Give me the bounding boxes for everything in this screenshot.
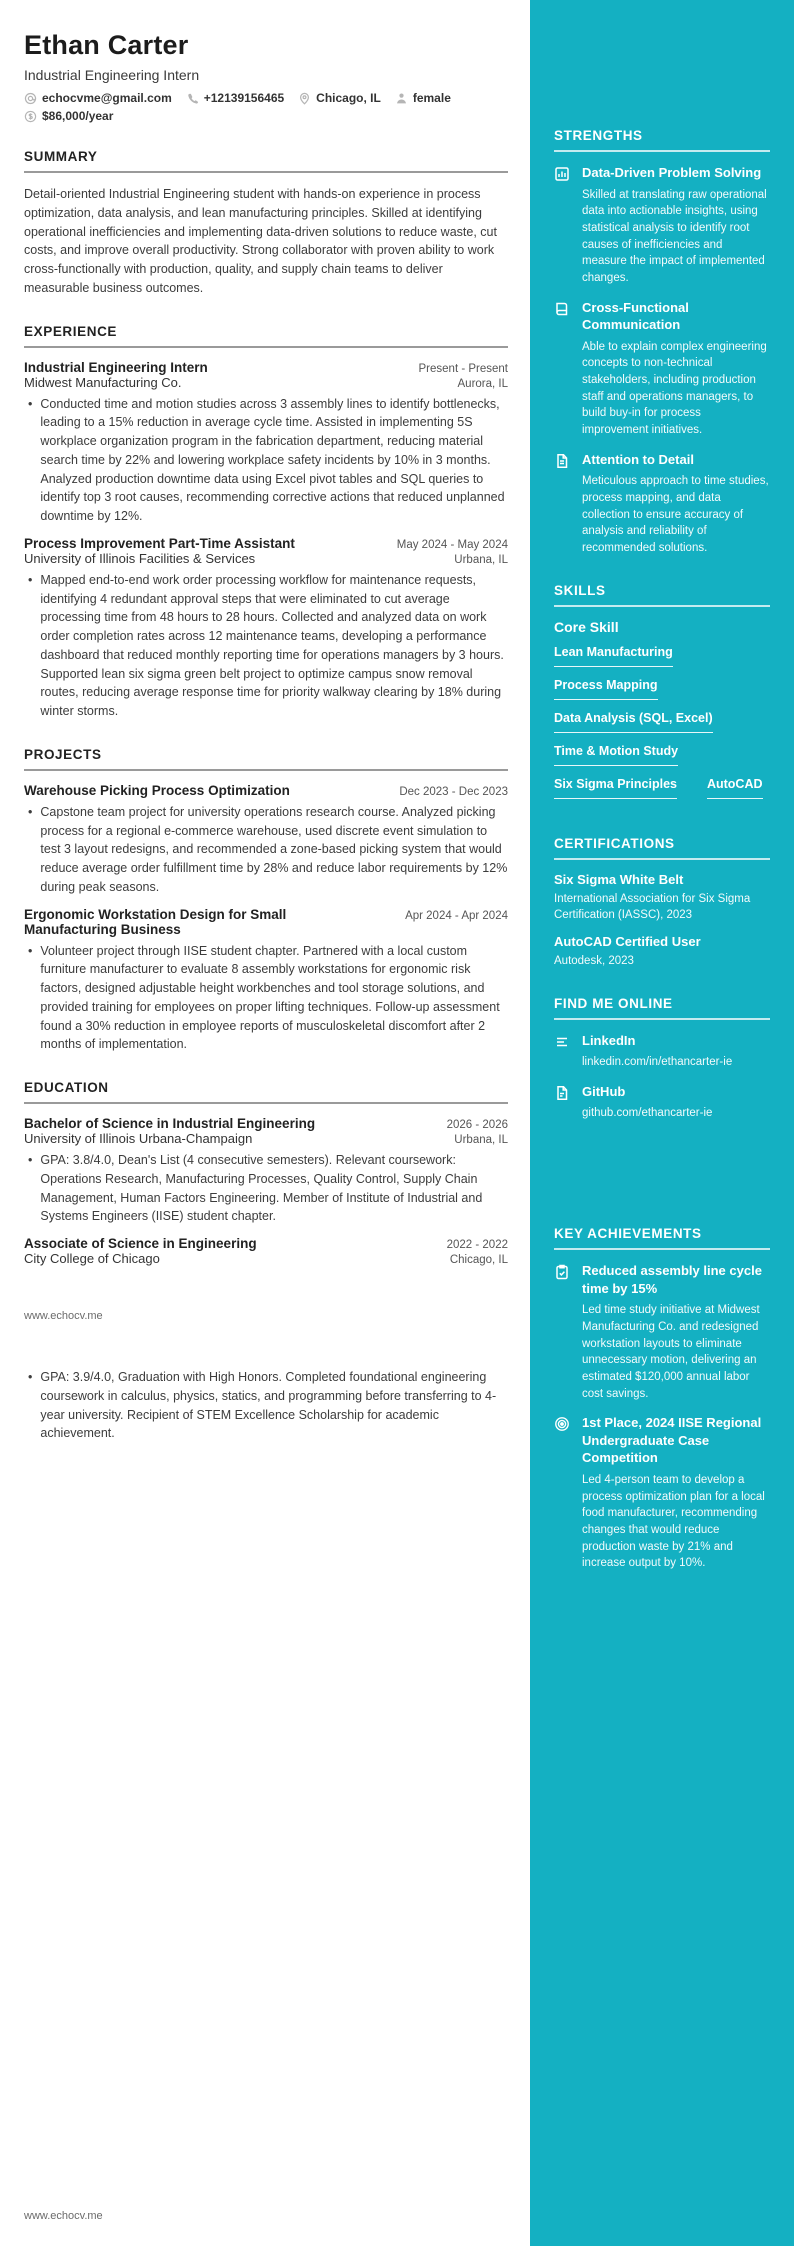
strength-name: Data-Driven Problem Solving <box>582 165 762 180</box>
key-achievements-section <box>554 1226 770 1572</box>
strength-desc: Skilled at translating raw operational data into actionable insights, using statistical analysis to identify root causes of inefficiencies and measure the impact of implemented changes. <box>582 188 767 284</box>
certification-org: Autodesk, 2023 <box>554 954 634 967</box>
certifications-heading: CERTIFICATIONS <box>554 836 770 860</box>
book-icon <box>554 301 570 317</box>
education-continuation-bullet: • GPA: 3.9/4.0, Graduation with High Honors. Completed foundational engineering coursework in calculus, physics, statics, and programming before transferring to 4-year university. Recipient of STEM Excellence Scholarship for academic achievement. <box>28 1370 497 1441</box>
project-name: Warehouse Picking Process Optimization <box>24 782 290 798</box>
candidate-title: Industrial Engineering Intern <box>24 67 200 83</box>
certification-name: Six Sigma White Belt <box>554 871 684 887</box>
contact-info <box>24 91 508 123</box>
certification-name: AutoCAD Certified User <box>554 933 701 949</box>
project-bullet: • Capstone team project for university operations research course. Analyzed picking process for a regional e-commerce warehouse, used discrete event simulation to test 3 layout redesigns, and recommended a zone-based picking system that would reduce average order fulfillment time by 28% and reduce labor requirements by 12% during peak seasons. <box>28 804 508 894</box>
achievement-desc: Led 4-person team to develop a process optimization plan for a local food manufacturer, recommending changes that would reduce production waste by 21% and increase output by 10%. <box>582 1473 765 1570</box>
phone-icon <box>186 92 199 105</box>
target-icon <box>554 1416 570 1432</box>
education-entry <box>24 1116 508 1226</box>
page-footer-url[interactable]: www.echocv.me <box>24 1310 103 1322</box>
job-dates: Present - Present <box>418 362 508 375</box>
link-url[interactable]: github.com/ethancarter-ie <box>582 1107 713 1120</box>
strength-desc: Able to explain complex engineering concepts to non-technical stakeholders, including production staff and operations managers, to build buy-in for process improvement initiatives. <box>582 340 767 437</box>
education-dates: 2022 - 2022 <box>446 1239 508 1251</box>
resume-header <box>24 30 508 123</box>
school-location: Chicago, IL <box>449 1254 508 1266</box>
achievement-item <box>554 1262 770 1402</box>
skill-tag: Process Mapping <box>554 678 658 700</box>
school-location: Urbana, IL <box>454 1134 508 1146</box>
achievement-name: 1st Place, 2024 IISE Regional Undergraduate Case Competition <box>582 1415 762 1466</box>
projects-heading: PROJECTS <box>24 747 508 771</box>
location-pin-icon <box>298 92 311 105</box>
skills-section <box>554 583 770 810</box>
certification-item <box>554 872 770 924</box>
education-entry <box>24 1236 508 1266</box>
job-company: University of Illinois Facilities & Services <box>24 550 256 566</box>
project-dates: Apr 2024 - Apr 2024 <box>405 909 508 922</box>
summary-text: Detail-oriented Industrial Engineering student with hands-on experience in process optimization, data analysis, and lean manufacturing principles. Skilled at identifying operational inefficiencies and implementing data-driven solutions to reduce waste, cut costs, and improve overall productivity. Strong collaborator with proven ability to work cross-functionally with production, quality, and supply chain teams to deliver measurable business outcomes. <box>24 187 497 295</box>
education-bullet: • GPA: 3.8/4.0, Dean's List (4 consecutive semesters). Relevant coursework: Operations Research, Manufacturing Processes, Quality Control, Supply Chain Management, Human Factors Engineering. Member of Institute of Industrial and Systems Engineers (IISE) student chapter. <box>28 1153 483 1224</box>
project-name: Ergonomic Workstation Design for Small Manufacturing Business <box>24 906 287 937</box>
certifications-section <box>554 836 770 970</box>
job-location: Urbana, IL <box>454 553 508 566</box>
job-dates: May 2024 - May 2024 <box>396 538 508 551</box>
project-entry <box>24 907 508 1055</box>
email-icon <box>24 92 37 105</box>
education-dates: 2026 - 2026 <box>446 1119 508 1131</box>
contact-phone: +12139156465 <box>186 91 284 105</box>
job-company: Midwest Manufacturing Co. <box>24 374 182 390</box>
skill-tag: Six Sigma Principles <box>554 777 677 799</box>
skills-heading: SKILLS <box>554 583 770 607</box>
education-heading: EDUCATION <box>24 1080 508 1104</box>
find-me-online-heading: FIND ME ONLINE <box>554 996 770 1020</box>
summary-heading: SUMMARY <box>24 149 508 173</box>
person-icon <box>395 92 408 105</box>
key-achievements-heading: KEY ACHIEVEMENTS <box>554 1226 770 1250</box>
degree: Bachelor of Science in Industrial Engineering <box>24 1116 316 1131</box>
online-link-item <box>554 1032 770 1071</box>
skills-group-label: Core Skill <box>554 618 619 635</box>
school-name: University of Illinois Urbana-Champaign <box>24 1131 253 1146</box>
job-bullet: • Conducted time and motion studies across 3 assembly lines to identify bottlenecks, leading to a 15% reduction in average cycle time. Assisted in implementing 5S workplace organization program in the fabrication department, reducing material search time by 22% and lowering workplace safety incidents by 10% in 3 months. Analyzed production downtime data using Excel pivot tables and SQL queries to identify top 3 root causes, recommending corrective actions that reduced unplanned downtime by 12%. <box>28 396 505 523</box>
job-bullet: • Mapped end-to-end work order processing workflow for maintenance requests, identifying 4 redundant approval steps that were eliminated to cut average processing time from 48 hours to 28 hours. Collected and analyzed data on work order completion rates across 12 maintenance teams, developing a performance dashboard that reduced monthly reporting time for operations managers by 3 hours. Supported lean six sigma green belt project to optimize campus snow removal routes, reducing average response time for priority walkway clearing by 18% during winter storms. <box>28 572 504 718</box>
strength-desc: Meticulous approach to time studies, process mapping, and data collection to ensure accuracy of analysis and reliability of recommended solutions. <box>582 475 769 554</box>
clipboard-check-icon <box>554 1264 570 1280</box>
skill-tag: AutoCAD <box>707 777 763 799</box>
project-entry <box>24 783 508 897</box>
experience-heading: EXPERIENCE <box>24 324 508 348</box>
document-icon <box>554 453 570 469</box>
resume-sidebar <box>530 0 794 2246</box>
contact-location: Chicago, IL <box>298 91 381 105</box>
contact-gender: female <box>395 91 451 105</box>
strength-name: Attention to Detail <box>582 451 694 467</box>
link-name[interactable]: GitHub <box>582 1083 626 1099</box>
find-me-online-section <box>554 996 770 1122</box>
strength-item <box>554 299 770 439</box>
job-role: Industrial Engineering Intern <box>24 359 208 375</box>
project-dates: Dec 2023 - Dec 2023 <box>399 785 508 798</box>
summary-section <box>24 149 508 298</box>
strength-item <box>554 451 770 557</box>
link-url[interactable]: linkedin.com/in/ethancarter-ie <box>582 1056 733 1069</box>
degree: Associate of Science in Engineering <box>24 1236 257 1251</box>
candidate-name: Ethan Carter <box>24 30 189 60</box>
online-link-item <box>554 1083 770 1122</box>
job-location: Aurora, IL <box>457 377 508 390</box>
skill-tag: Time & Motion Study <box>554 744 678 766</box>
strengths-heading: STRENGTHS <box>554 128 770 152</box>
project-bullet: • Volunteer project through IISE student chapter. Partnered with a local custom furniture manufacturer to evaluate 8 assembly workstations for ergonomic risk factors, designed adjustable height workbenches and tool storage solutions, and provided training for employees on proper lifting techniques. Follow-up assessment found a 30% reduction in employee reports of musculoskeletal discomfort after 2 months of implementation. <box>28 943 500 1052</box>
github-icon <box>554 1085 570 1101</box>
strength-item <box>554 164 770 287</box>
achievement-name: Reduced assembly line cycle time by 15% <box>582 1263 762 1296</box>
education-section <box>24 1080 508 1266</box>
experience-section <box>24 324 508 721</box>
chart-icon <box>554 166 570 182</box>
strengths-section <box>554 128 770 557</box>
certification-org: International Association for Six Sigma Certification (IASSC), 2023 <box>554 892 751 922</box>
experience-entry <box>24 360 508 526</box>
contact-salary: $86,000/year <box>24 109 113 123</box>
job-role: Process Improvement Part-Time Assistant <box>24 535 295 551</box>
experience-entry <box>24 536 508 721</box>
dollar-circle-icon <box>24 110 37 123</box>
link-name[interactable]: LinkedIn <box>582 1032 636 1048</box>
certification-item <box>554 934 770 970</box>
skill-tag: Lean Manufacturing <box>554 645 673 667</box>
strength-name: Cross-Functional Communication <box>582 299 689 333</box>
achievement-desc: Led time study initiative at Midwest Manufacturing Co. and redesigned workstation layouts to eliminate unnecessary motion, delivering an estimated $120,000 annual labor cost savings. <box>582 1304 760 1400</box>
linkedin-icon <box>554 1034 570 1050</box>
contact-email: echocvme@gmail.com <box>24 91 172 105</box>
school-name: City College of Chicago <box>24 1251 160 1266</box>
page-footer-url[interactable]: www.echocv.me <box>24 2210 103 2222</box>
projects-section <box>24 747 508 1054</box>
achievement-item <box>554 1414 770 1572</box>
skill-tag: Data Analysis (SQL, Excel) <box>554 711 713 733</box>
